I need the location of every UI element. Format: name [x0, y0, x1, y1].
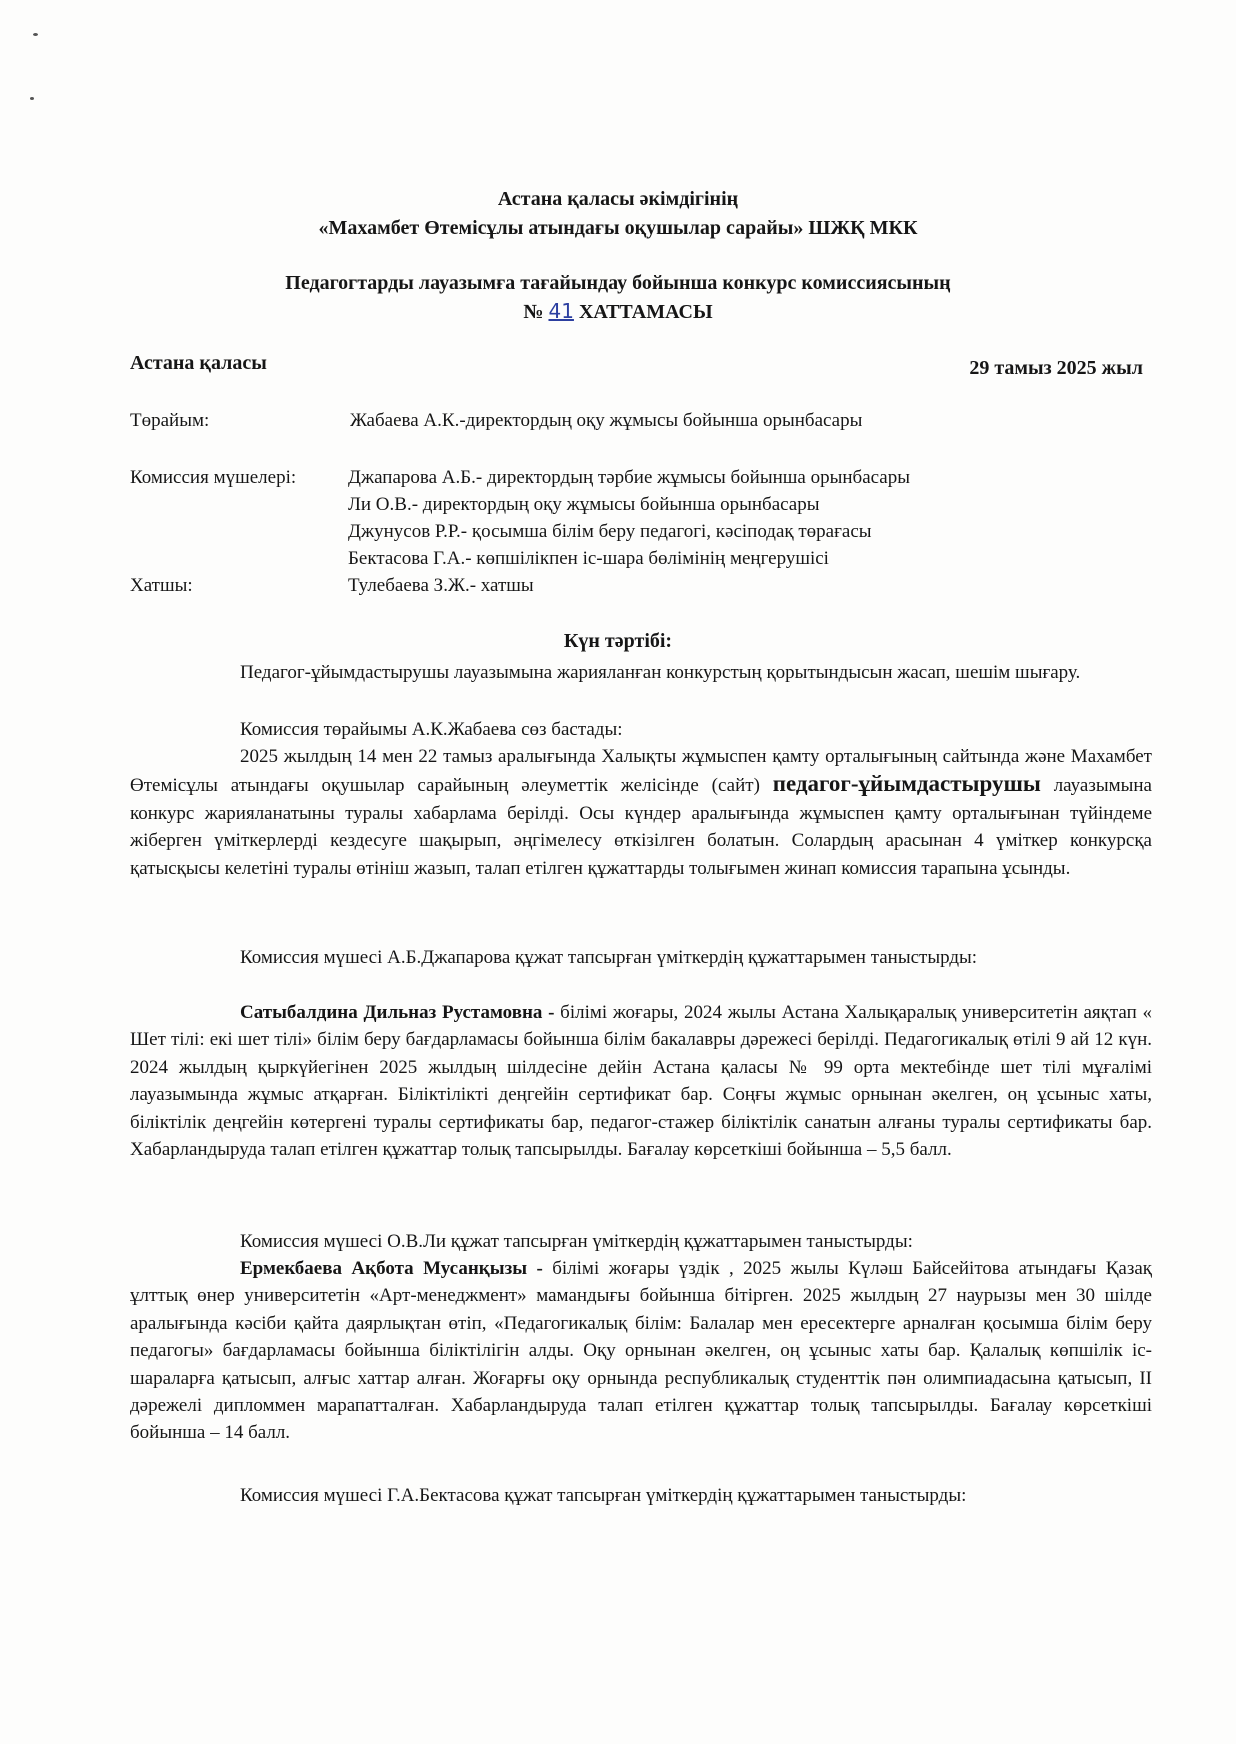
member: Ли О.В.- директордың оқу жұмысы бойынша орынбасары — [348, 494, 820, 515]
candidate-1-name: Сатыбалдина Дильназ Рустамовна - — [240, 1002, 555, 1023]
member-intro-3: Комиссия мүшесі Г.А.Бектасова құжат тапсырған үміткердің құжаттарымен таныстырды: — [240, 1485, 967, 1506]
agenda-item: Педагог-ұйымдастырушы лауазымына жарияланған конкурстың қорытындысын жасап, шешім шығару. — [240, 662, 1081, 683]
org-line-2: «Махамбет Өтемісұлы атындағы оқушылар сарайы» ШЖҚ МКК — [318, 217, 918, 239]
chair: Жабаева А.К.-директордың оқу жұмысы бойынша орынбасары — [350, 410, 863, 431]
scan-speck — [30, 97, 34, 100]
candidate-1-text: білімі жоғары, 2024 жылы Астана Халықаралық университетін аяқтап « Шет тілі: екі шет тілі» білім беру бағдарламасы бойынша білім бакалавры дәрежесі берілді. Педагогикалық өтілі 9 ай 12 күн. 2024 жылдың қыркүйегінен 2025 жылдың шілдесіне дейін Астана қаласы № 99 орта мектебінде шет тілі мұғалімі лауазымында жұмыс атқарған. Біліктілікті деңгейін сертификат бар. Соңғы жұмыс орнынан әкелген, оң ұсыныс хаты, біліктілік деңгейін көтергені туралы сертификаты бар, педагог-стажер біліктілік санатын алғаны туралы сертификаты бар. Хабарландыруда талап етілген құжаттар толық тапсырылды. Бағалау көрсеткіші бойынша – 5,5 балл. — [130, 1002, 1152, 1161]
member: Бектасова Г.А.- көпшілікпен іс-шара бөлімінің меңгерушісі — [348, 548, 829, 569]
secretary-label: Хатшы: — [130, 575, 193, 596]
announcement-text: лауазымына конкурс жарияланатыны туралы хабарлама берілді. Осы күндер аралығында жұмыспен қамту орталығынан түйіндеме жіберген үміткерлерді кездесуге шақырып, әңгімелесу өткізілген болатын. Солардың арасынан 4 үміткер конкурсқа қатысқысы келетіні туралы өтініш жазып, талап етілген құжаттарды толығымен жинап комиссия тарапына ұсынды. — [130, 775, 1152, 879]
protocol-prefix: № — [523, 301, 544, 323]
protocol-title — [0, 299, 1236, 324]
protocol-number: 41 — [548, 299, 574, 323]
city: Астана қаласы — [130, 352, 267, 374]
member-intro-1: Комиссия мүшесі А.Б.Джапарова құжат тапсырған үміткердің құжаттарымен таныстырды: — [240, 947, 978, 968]
members-label: Комиссия мүшелері: — [130, 467, 297, 488]
date: 29 тамыз 2025 жыл — [969, 357, 1143, 379]
chair-opening: Комиссия төрайымы А.К.Жабаева сөз бастады: — [240, 719, 623, 740]
position-name: педагог-ұйымдастырушы — [772, 771, 1041, 797]
member: Джапарова А.Б.- директордың тәрбие жұмысы бойынша орынбасары — [348, 467, 910, 488]
title-line-1: Педагогтарды лауазымға тағайындау бойынша конкурс комиссиясының — [285, 272, 951, 294]
member: Джунусов Р.Р.- қосымша білім беру педагогі, кәсіподақ төрағасы — [348, 521, 872, 542]
member-intro-2: Комиссия мүшесі О.В.Ли құжат тапсырған үміткердің құжаттарымен таныстырды: — [240, 1231, 913, 1252]
scan-speck — [33, 33, 38, 36]
candidate-1-paragraph — [130, 999, 1152, 1163]
protocol-word: ХАТТАМАСЫ — [578, 301, 713, 323]
candidate-2-paragraph — [130, 1255, 1152, 1447]
org-line-1: Астана қаласы әкімдігінің — [497, 188, 739, 210]
announcement-text: 2025 жылдың 14 мен 22 тамыз аралығында Халықты жұмыспен қамту орталығының сайтында және Махамбет Өтемісұлы атындағы оқушылар сарайының әлеуметтік желісінде (сайт) — [130, 746, 1152, 797]
candidate-2-text: білімі жоғары үздік , 2025 жылы Күләш Байсейітова атындағы Қазақ ұлттық өнер университетін «Арт-менеджмент» мамандығы бойынша бітірген. 2025 жылдың 27 наурызы мен 30 шілде аралығында кәсіби қайта даярлықтан өтіп, «Педагогикалық білім: Балалар мен ересектерге арналған қосымша білім беру педагогы» бағдарламасы бойынша біліктілігін алды. Оқу орнынан әкелген, оң ұсыныс хаты бар. Қалалық көпшілік іс-шараларға қатысып, алғыс хаттар алған. Жоғарғы оқу орнында республикалық студенттік пән олимпиадасына қатысып, ІІ дәрежелі дипломмен марапатталған. Хабарландыруда талап етілген құжаттар толық тапсырылды. Бағалау көрсеткіші бойынша – 14 балл. — [130, 1258, 1152, 1444]
secretary: Тулебаева З.Ж.- хатшы — [348, 575, 534, 596]
agenda-title: Күн тәртібі: — [563, 630, 673, 652]
candidate-2-name: Ермекбаева Ақбота Мусанқызы - — [240, 1258, 543, 1279]
chair-label: Төрайым: — [130, 410, 210, 431]
announcement-paragraph — [130, 743, 1152, 882]
